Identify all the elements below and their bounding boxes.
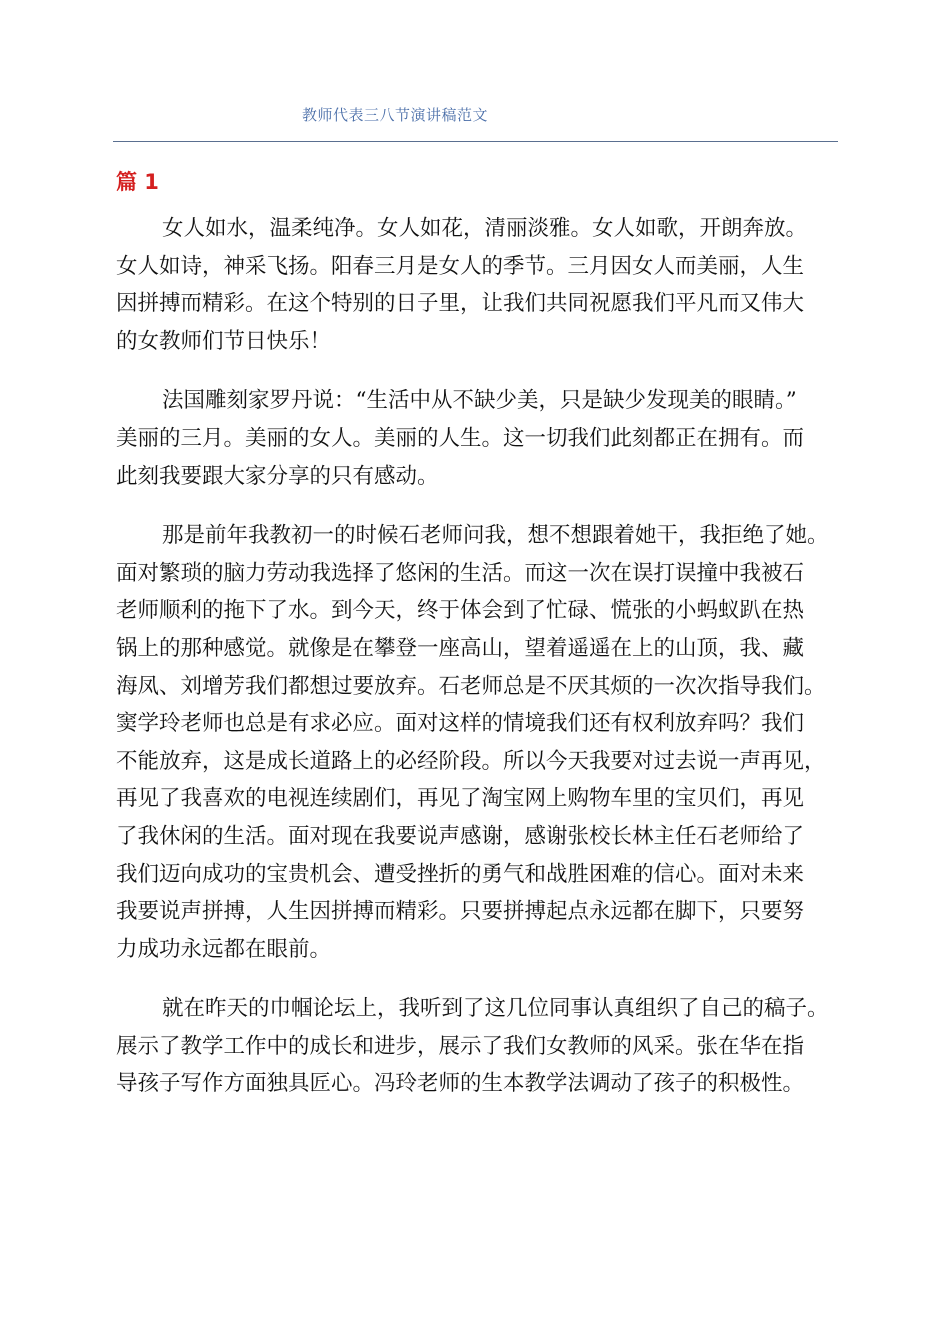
text-line: 再见了我喜欢的电视连续剧们，再见了淘宝网上购物车里的宝贝们，再见 xyxy=(116,786,805,812)
text-line: 锅上的那种感觉。就像是在攀登一座高山，望着遥遥在上的山顶，我、藏 xyxy=(116,635,805,661)
text-line: 的女教师们节日快乐！ xyxy=(116,328,332,354)
text-line: 展示了教学工作中的成长和进步，展示了我们女教师的风采。张在华在指 xyxy=(116,1033,805,1059)
paragraph-2 xyxy=(116,382,846,495)
paragraph-3 xyxy=(116,517,846,968)
text-line: 了我休闲的生活。面对现在我要说声感谢，感谢张校长林主任石老师给了 xyxy=(116,823,805,849)
text-line: 女人如诗，神采飞扬。阳春三月是女人的季节。三月因女人而美丽，人生 xyxy=(116,253,805,279)
text-line: 我要说声拼搏，人生因拼搏而精彩。只要拼搏起点永远都在脚下，只要努 xyxy=(116,899,805,925)
text-line: 不能放弃，这是成长道路上的必经阶段。所以今天我要对过去说一声再见， xyxy=(116,748,826,774)
text-line: 此刻我要跟大家分享的只有感动。 xyxy=(116,463,439,489)
header-divider xyxy=(113,141,838,142)
text-line: 因拼搏而精彩。在这个特别的日子里，让我们共同祝愿我们平凡而又伟大 xyxy=(116,291,805,317)
text-line: 海凤、刘增芳我们都想过要放弃。石老师总是不厌其烦的一次次指导我们。 xyxy=(116,673,826,699)
section-heading: 篇 1 xyxy=(116,170,159,194)
text-line: 那是前年我教初一的时候石老师问我，想不想跟着她干，我拒绝了她。 xyxy=(162,523,829,549)
text-line: 导孩子写作方面独具匠心。冯玲老师的生本教学法调动了孩子的积极性。 xyxy=(116,1071,805,1097)
text-line: 力成功永远都在眼前。 xyxy=(116,936,332,962)
paragraph-1 xyxy=(116,210,846,360)
text-line: 窦学玲老师也总是有求必应。面对这样的情境我们还有权利放弃吗？我们 xyxy=(116,711,805,737)
text-line: 美丽的三月。美丽的女人。美丽的人生。这一切我们此刻都正在拥有。而 xyxy=(116,425,805,451)
text-line: 面对繁琐的脑力劳动我选择了悠闲的生活。而这一次在误打误撞中我被石 xyxy=(116,560,805,586)
document-title: 教师代表三八节演讲稿范文 xyxy=(302,106,489,124)
article-body xyxy=(116,210,846,1125)
text-line: 女人如水，温柔纯净。女人如花，清丽淡雅。女人如歌，开朗奔放。 xyxy=(162,216,808,241)
text-line: 老师顺利的拖下了水。到今天，终于体会到了忙碌、慌张的小蚂蚁趴在热 xyxy=(116,598,805,624)
text-line: 就在昨天的巾帼论坛上，我听到了这几位同事认真组织了自己的稿子。 xyxy=(162,996,829,1022)
text-line: 法国雕刻家罗丹说：“生活中从不缺少美，只是缺少发现美的眼睛。” xyxy=(162,388,797,414)
text-line: 我们迈向成功的宝贵机会、遭受挫折的勇气和战胜困难的信心。面对未来 xyxy=(116,861,805,887)
page-header xyxy=(0,100,950,130)
paragraph-4 xyxy=(116,990,846,1103)
